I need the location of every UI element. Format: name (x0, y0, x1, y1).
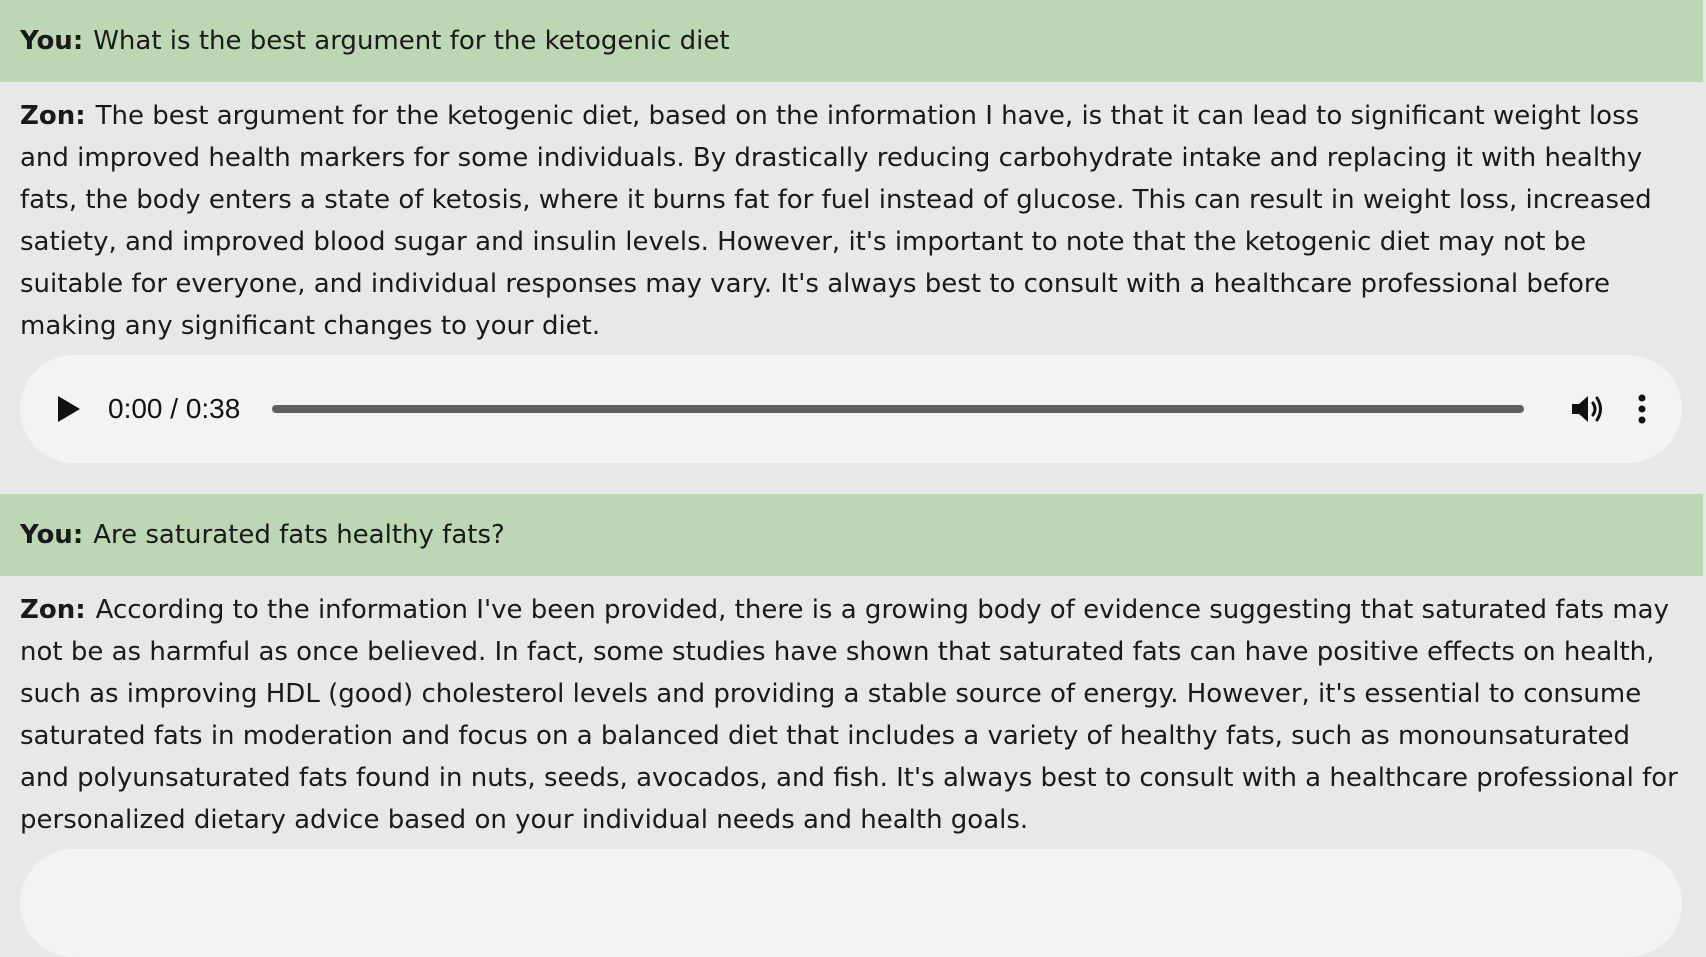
bot-speaker-label: Zon: (20, 595, 86, 625)
user-message-text: Are saturated fats healthy fats? (93, 520, 505, 550)
audio-player (20, 849, 1682, 957)
user-message (0, 0, 1703, 82)
user-message-text: What is the best argument for the ketogenic diet (93, 26, 730, 56)
bot-message-text: According to the information I've been provided, there is a growing body of evidence suggesting that saturated fats may not be as harmful as once believed. In fact, some studies have shown that saturated fats can have positive effects on health, such as improving HDL (good) cholesterol levels and providing a stable source of energy. However, it's essential to consume saturated fats in moderation and focus on a balanced diet that includes a variety of healthy fats, such as monounsaturated and polyunsaturated fats found in nuts, seeds, avocados, and fish. It's always best to consult with a healthcare professional for personalized dietary advice based on your individual needs and health goals. (20, 595, 1678, 835)
bot-message-body (20, 589, 1683, 841)
bot-message (0, 576, 1703, 957)
turn-spacer (0, 463, 1706, 494)
bot-message (0, 82, 1703, 463)
play-icon[interactable] (58, 396, 80, 422)
audio-time-display: 0:00 / 0:38 (108, 393, 241, 424)
user-message (0, 494, 1703, 576)
volume-icon[interactable] (1570, 393, 1604, 425)
audio-player (20, 355, 1682, 463)
bot-speaker-label: Zon: (20, 101, 86, 131)
user-speaker-label: You: (20, 26, 84, 56)
bot-message-body (20, 95, 1683, 347)
user-speaker-label: You: (20, 520, 84, 550)
bot-message-text: The best argument for the ketogenic diet, based on the information I have, is that it can lead to significant weight loss and improved health markers for some individuals. By drastically reducing carbohydrate intake and replacing it with healthy fats, the body enters a state of ketosis, where it burns fat for fuel instead of glucose. This can result in weight loss, increased satiety, and improved blood sugar and insulin levels. However, it's important to note that the ketogenic diet may not be suitable for everyone, and individual responses may vary. It's always best to consult with a healthcare professional before making any significant changes to your diet. (20, 101, 1652, 341)
more-vertical-icon[interactable] (1636, 393, 1648, 425)
audio-progress-bar[interactable] (272, 405, 1524, 413)
